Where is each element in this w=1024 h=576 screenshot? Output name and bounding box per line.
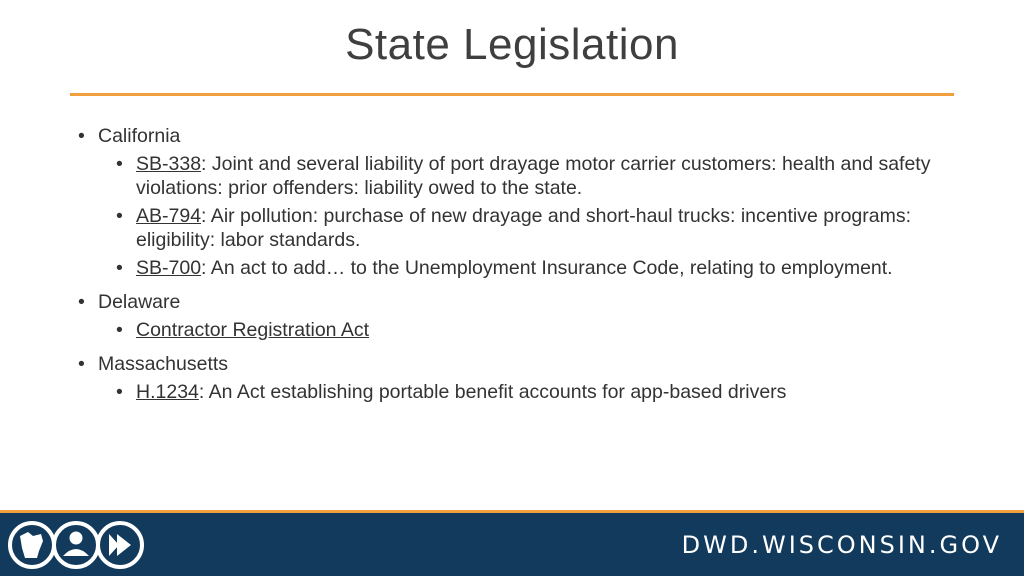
bill-link-sb-338[interactable]: SB-338 xyxy=(136,153,202,175)
forward-arrows-icon xyxy=(98,523,142,567)
bill-link-ab-794[interactable]: AB-794 xyxy=(136,205,202,227)
person-icon xyxy=(54,523,98,567)
title-divider xyxy=(70,93,954,96)
bill-item xyxy=(116,256,958,280)
state-group-massachusetts xyxy=(78,352,958,404)
bill-link-sb-700[interactable]: SB-700 xyxy=(136,257,202,279)
bill-description: : An act to add… to the Unemployment Insurance Code, relating to employment. xyxy=(201,257,893,279)
wisconsin-map-icon xyxy=(10,523,54,567)
footer-bar xyxy=(0,513,1024,576)
bill-link-h-1234[interactable]: H.1234 xyxy=(136,381,199,403)
state-label-delaware: • Delaware xyxy=(78,290,958,314)
state-group-delaware xyxy=(78,290,958,342)
legislation-list xyxy=(78,124,958,414)
slide-title: State Legislation xyxy=(345,20,679,69)
footer-url[interactable]: DWD.WISCONSIN.GOV xyxy=(681,531,1002,559)
dwd-logo xyxy=(6,517,146,573)
bill-item xyxy=(116,318,958,342)
bill-item xyxy=(116,204,958,252)
bill-description: : Joint and several liability of port drayage motor carrier customers: health and safety violations: prior offenders: liability owed to the state. xyxy=(136,153,931,199)
state-label-california: • California xyxy=(78,124,958,148)
bill-description: : An Act establishing portable benefit accounts for app-based drivers xyxy=(198,381,787,403)
bill-description: : Air pollution: purchase of new drayage and short-haul trucks: incentive programs: eligibility: labor standards. xyxy=(136,205,912,251)
state-label-massachusetts: • Massachusetts xyxy=(78,352,958,376)
state-group-california xyxy=(78,124,958,280)
bill-item xyxy=(116,152,958,200)
bill-link-contractor-registration-act[interactable]: Contractor Registration Act xyxy=(136,319,370,341)
bill-item xyxy=(116,380,958,404)
